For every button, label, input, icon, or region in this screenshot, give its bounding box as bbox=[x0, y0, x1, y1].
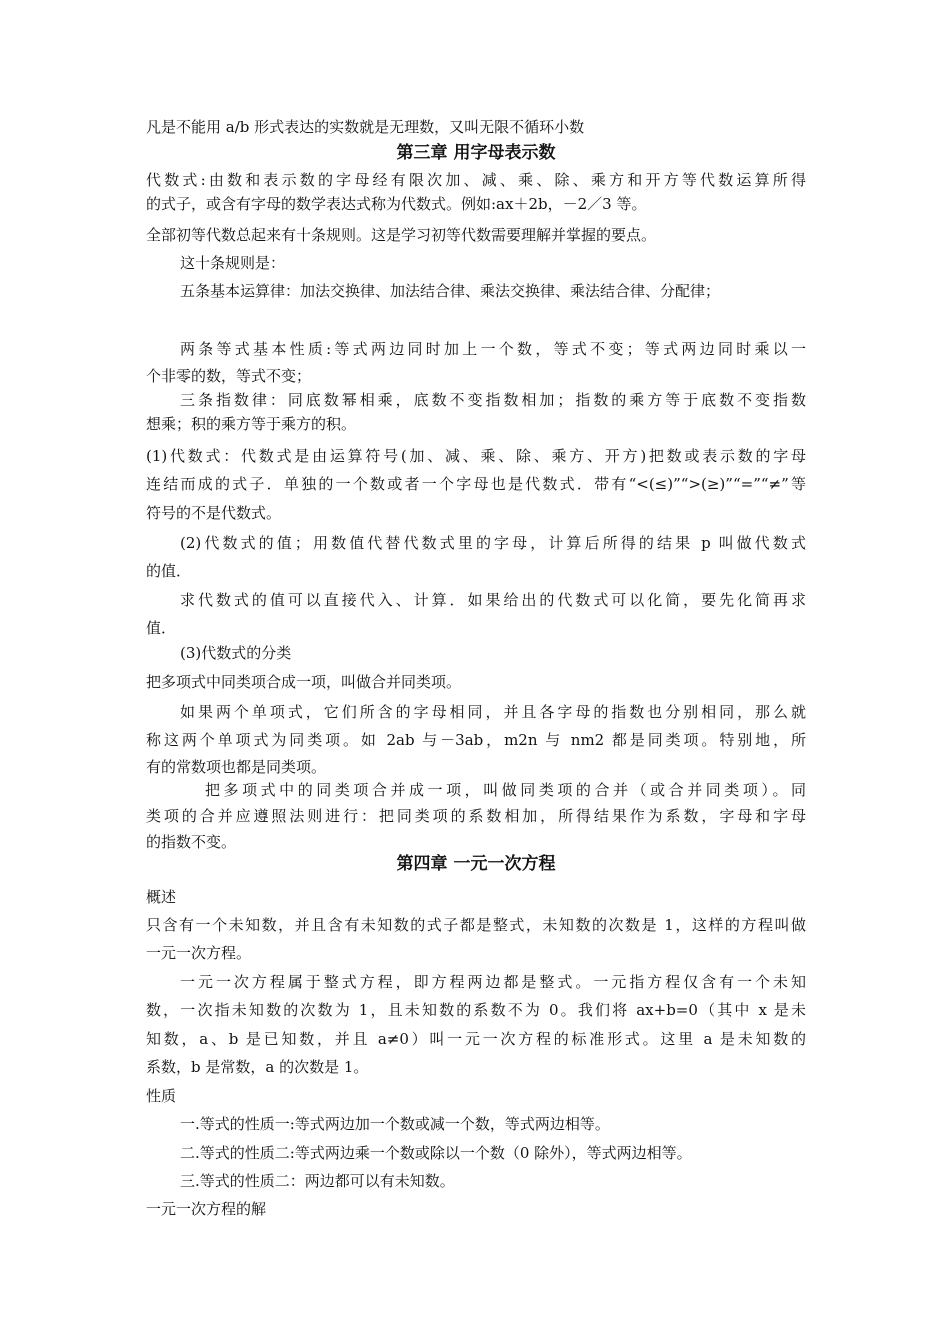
text-line: 把多项式中同类项合成一项，叫做合并同类项。 bbox=[146, 673, 462, 691]
text-line: 凡是不能用 a/b 形式表达的实数就是无理数，又叫无限不循环小数 bbox=[146, 118, 585, 136]
text-line: 的指数不变。 bbox=[146, 833, 237, 851]
text-line: 一.等式的性质一:等式两边加一个数或减一个数，等式两边相等。 bbox=[180, 1115, 610, 1133]
text-line: 一元一次方程属于整式方程，即方程两边都是整式。一元指方程仅含有一个未知 bbox=[180, 973, 806, 991]
section-label: 一元一次方程的解 bbox=[146, 1200, 267, 1218]
text-line: 想乘；积的乘方等于乘方的积。 bbox=[146, 415, 357, 433]
text-line: 两条等式基本性质:等式两边同时加上一个数，等式不变；等式两边同时乘以一 bbox=[180, 340, 806, 358]
section-label: 性质 bbox=[146, 1087, 177, 1105]
text-line: 三条指数律：同底数幂相乘，底数不变指数相加；指数的乘方等于底数不变指数 bbox=[180, 391, 806, 409]
text-line: 代数式:由数和表示数的字母经有限次加、减、乘、除、乘方和开方等代数运算所得 bbox=[146, 171, 806, 189]
chapter-3-heading: 第三章 用字母表示数 bbox=[396, 143, 556, 163]
text-line: 把多项式中的同类项合并成一项，叫做同类项的合并（或合并同类项）。同 bbox=[205, 781, 806, 799]
text-line: 符号的不是代数式。 bbox=[146, 504, 282, 522]
text-line: 系数，b 是常数，a 的次数是 1。 bbox=[146, 1058, 369, 1076]
text-line: 个非零的数，等式不变； bbox=[146, 367, 312, 385]
text-line: 有的常数项也都是同类项。 bbox=[146, 758, 327, 776]
text-line: 的式子，或含有字母的数学表达式称为代数式。例如:ax＋2b，－2／3 等。 bbox=[146, 195, 647, 213]
text-line: 一元一次方程。 bbox=[146, 944, 252, 962]
text-line: 如果两个单项式，它们所含的字母相同，并且各字母的指数也分别相同，那么就 bbox=[180, 703, 806, 721]
text-line: 值． bbox=[146, 619, 177, 637]
chapter-4-heading: 第四章 一元一次方程 bbox=[396, 854, 556, 874]
text-line: 只含有一个未知数，并且含有未知数的式子都是整式，未知数的次数是 1，这样的方程叫做 bbox=[146, 916, 806, 934]
text-line: 称这两个单项式为同类项。如 2ab 与－3ab，m2n 与 nm2 都是同类项。特别地，所 bbox=[146, 731, 806, 749]
text-line: 二.等式的性质二:等式两边乘一个数或除以一个数（0 除外），等式两边相等。 bbox=[180, 1144, 692, 1162]
text-line: 连结而成的式子．单独的一个数或者一个字母也是代数式．带有“<(≤)”“>(≥)”“=”“≠”等 bbox=[146, 475, 806, 493]
text-line: (2)代数式的值；用数值代替代数式里的字母，计算后所得的结果 p 叫做代数式 bbox=[180, 534, 806, 552]
text-line: 数，一次指未知数的次数为 1，且未知数的系数不为 0。我们将 ax+b=0（其中 x 是未 bbox=[146, 1001, 806, 1019]
section-label: 概述 bbox=[146, 888, 177, 906]
text-line: (3)代数式的分类 bbox=[180, 644, 292, 662]
text-line: 的值． bbox=[146, 562, 192, 580]
text-line: 类项的合并应遵照法则进行：把同类项的系数相加，所得结果作为系数，字母和字母 bbox=[146, 807, 806, 825]
text-line: 求代数式的值可以直接代入、计算．如果给出的代数式可以化简，要先化简再求 bbox=[180, 591, 806, 609]
text-line: 五条基本运算律：加法交换律、加法结合律、乘法交换律、乘法结合律、分配律； bbox=[180, 282, 721, 300]
text-line: 这十条规则是： bbox=[180, 254, 286, 272]
text-line: 知数，a、b 是已知数，并且 a≠0）叫一元一次方程的标准形式。这里 a 是未知数的 bbox=[146, 1030, 806, 1048]
text-line: 三.等式的性质二：两边都可以有未知数。 bbox=[180, 1172, 455, 1190]
text-line: 全部初等代数总起来有十条规则。这是学习初等代数需要理解并掌握的要点。 bbox=[146, 226, 657, 244]
text-line: (1)代数式：代数式是由运算符号(加、减、乘、除、乘方、开方)把数或表示数的字母 bbox=[146, 447, 806, 465]
